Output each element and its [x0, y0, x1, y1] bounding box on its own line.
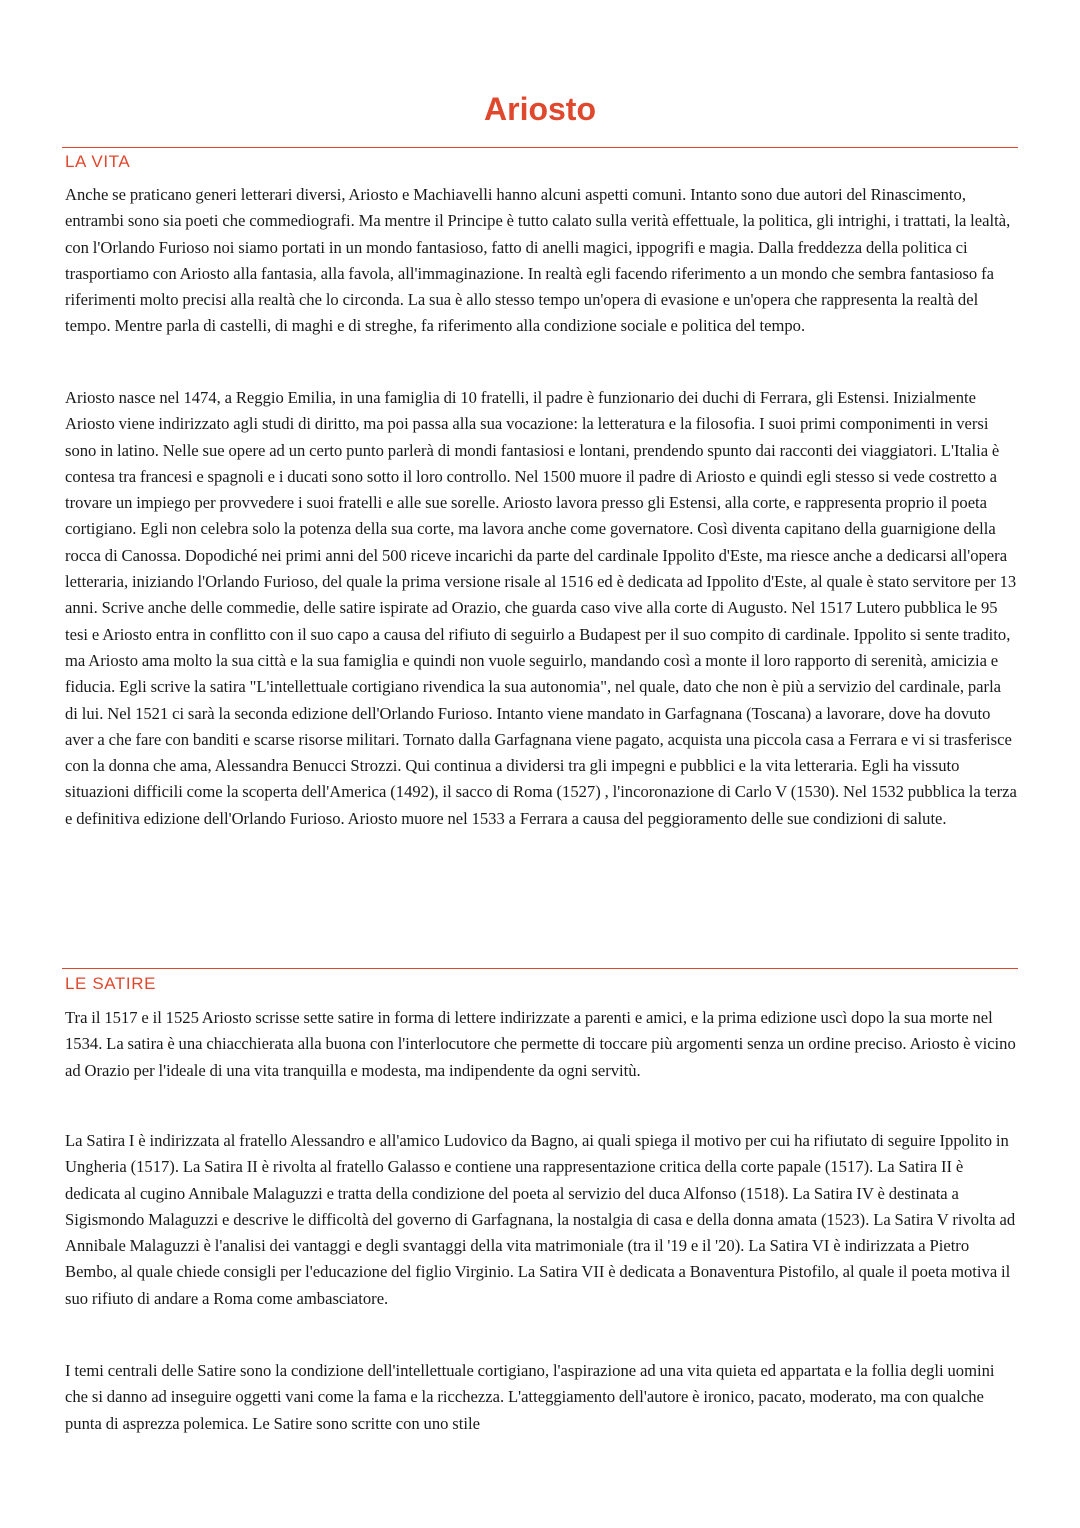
section-divider	[62, 968, 1018, 969]
section-divider	[62, 147, 1018, 148]
paragraph: Tra il 1517 e il 1525 Ariosto scrisse sette satire in forma di lettere indirizzate a parenti e amici, e la prima edizione uscì dopo la sua morte nel 1534. La satira è una chiacchierata alla buona con l'interlocutore che permette di toccare più argomenti senza un ordine preciso. Ariosto è vicino ad Orazio per l'ideale di una vita tranquilla e modesta, ma indipendente da ogni servitù.	[65, 1008, 1016, 1080]
section-heading-la-vita: LA VITA	[65, 152, 131, 171]
paragraph: La Satira I è indirizzata al fratello Alessandro e all'amico Ludovico da Bagno, ai quali spiega il motivo per cui ha rifiutato di seguire Ippolito in Ungheria (1517). La Satira II è rivolta al fratello Galasso e contiene una rappresentazione critica della corte papale (1517). La Satira II è dedicata al cugino Annibale Malaguzzi e tratta della condizione del poeta al servizio del duca Alfonso (1518). La Satira IV è destinata a Sigismondo Malaguzzi e descrive le difficoltà del governo di Garfagnana, la nostalgia di casa e della donna amata (1523). La Satira V rivolta ad Annibale Malaguzzi è l'analisi dei vantaggi e degli svantaggi della vita matrimoniale (tra il '19 e il '20). La Satira VI è indirizzata a Pietro Bembo, al quale chiede consigli per l'educazione del figlio Virginio. La Satira VII è dedicata a Bonaventura Pistofilo, al quale il poeta motiva il suo rifiuto di andare a Roma come ambasciatore.	[65, 1131, 1016, 1308]
page-title: Ariosto	[484, 91, 596, 128]
section-heading-le-satire: LE SATIRE	[65, 974, 157, 993]
paragraph: Ariosto nasce nel 1474, a Reggio Emilia, in una famiglia di 10 fratelli, il padre è funzionario dei duchi di Ferrara, gli Estensi. Inizialmente Ariosto viene indirizzato agli studi di diritto, ma poi passa alla sua vocazione: la letteratura e la filosofia. I suoi primi componimenti in versi sono in latino. Nelle sue opere ad un certo punto parlerà di mondi fantasiosi e lontani, prendendo spunto dai racconti dei viaggiatori. L'Italia è contesa tra francesi e spagnoli e i ducati sono sotto il loro controllo. Nel 1500 muore il padre di Ariosto e quindi egli stesso si vede costretto a trovare un impiego per provvedere i suoi fratelli e alle sue sorelle. Ariosto lavora presso gli Estensi, alla corte, e rappresenta proprio il poeta cortigiano. Egli non celebra solo la potenza della sua corte, ma lavora anche come governatore. Così diventa capitano della guarnigione della rocca di Canossa. Dopodiché nei primi anni del 500 riceve incarichi da parte del cardinale Ippolito d'Este, ma riesce anche a dedicarsi all'opera letteraria, iniziando l'Orlando Furioso, del quale la prima versione risale al 1516 ed è dedicata ad Ippolito d'Este, al quale è stato servitore per 13 anni. Scrive anche delle commedie, delle satire ispirate ad Orazio, che guarda caso vive alla corte di Augusto. Nel 1517 Lutero pubblica le 95 tesi e Ariosto entra in conflitto con il suo capo a causa del rifiuto di seguirlo a Budapest per il suo compito di cardinale. Ippolito si sente tradito, ma Ariosto ama molto la sua città e la sua famiglia e quindi non vuole seguirlo, mandando così a monte il loro rapporto di serenità, amicizia e fiducia. Egli scrive la satira "L'intellettuale cortigiano rivendica la sua autonomia", nel quale, dato che non è più a servizio del cardinale, parla di lui. Nel 1521 ci sarà la seconda edizione dell'Orlando Furioso. Intanto viene mandato in Garfagnana (Toscana) a lavorare, dove ha dovuto aver a che fare con banditi e scarse risorse militari. Tornato dalla Garfagnana viene pagato, acquista una piccola casa a Ferrara e vi si trasferisce con la donna che ama, Alessandra Benucci Strozzi. Qui continua a dividersi tra gli impegni e pubblici e la vita letteraria. Egli ha vissuto situazioni difficili come la scoperta dell'America (1492), il sacco di Roma (1527) , l'incoronazione di Carlo V (1530). Nel 1532 pubblica la terza e definitiva edizione dell'Orlando Furioso. Ariosto muore nel 1533 a Ferrara a causa del peggioramento delle sue condizioni di salute.	[65, 388, 1017, 828]
paragraph: Anche se praticano generi letterari diversi, Ariosto e Machiavelli hanno alcuni aspetti comuni. Intanto sono due autori del Rinascimento, entrambi sono sia poeti che commediografi. Ma mentre il Principe è tutto calato sulla verità effettuale, la politica, gli intrighi, i trattati, la lealtà, con l'Orlando Furioso noi siamo portati in un mondo fantasioso, fatto di anelli magici, ippogrifi e magia. Dalla freddezza della politica ci trasportiamo con Ariosto alla fantasia, alla favola, all'immaginazione. In realtà egli facendo riferimento a un mondo che sembra fantasioso fa riferimenti molto precisi alla realtà che lo circonda. La sua è allo stesso tempo un'opera di evasione e un'opera che rappresenta la realtà del tempo. Mentre parla di castelli, di maghi e di streghe, fa riferimento alla condizione sociale e politica del tempo.	[65, 185, 1011, 336]
paragraph: I temi centrali delle Satire sono la condizione dell'intellettuale cortigiano, l'aspirazione ad una vita quieta ed appartata e la follia degli uomini che si danno ad inseguire oggetti vani come la fama e la ricchezza. L'atteggiamento dell'autore è ironico, pacato, moderato, ma con qualche punta di asprezza polemica. Le Satire sono scritte con uno stile	[65, 1361, 995, 1433]
